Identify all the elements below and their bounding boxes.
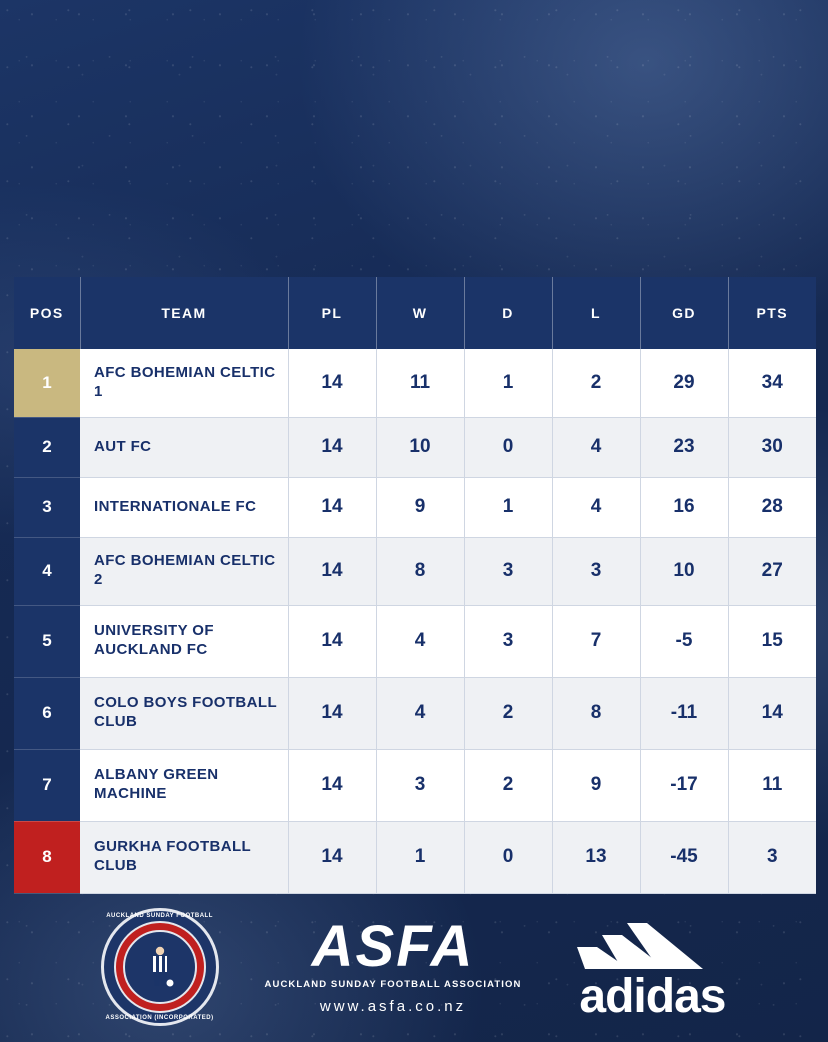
row-w: 3 bbox=[376, 749, 464, 821]
row-l: 3 bbox=[552, 537, 640, 605]
row-d: 0 bbox=[464, 417, 552, 477]
row-pl: 14 bbox=[288, 477, 376, 537]
table-header-row bbox=[14, 277, 816, 349]
row-team: COLO BOYS FOOTBALL CLUB bbox=[80, 677, 288, 749]
adidas-wordmark: adidas bbox=[579, 970, 726, 1023]
row-gd: 16 bbox=[640, 477, 728, 537]
asfa-subtitle: AUCKLAND SUNDAY FOOTBALL ASSOCIATION bbox=[264, 979, 522, 991]
row-w: 10 bbox=[376, 417, 464, 477]
row-l: 9 bbox=[552, 749, 640, 821]
standings-table bbox=[14, 277, 816, 894]
row-pl: 14 bbox=[288, 417, 376, 477]
table-header bbox=[14, 277, 816, 349]
row-pl: 14 bbox=[288, 537, 376, 605]
asfa-logo bbox=[264, 913, 522, 1016]
table-row bbox=[14, 537, 816, 605]
row-w: 9 bbox=[376, 477, 464, 537]
column-header-pts: PTS bbox=[728, 277, 816, 349]
row-w: 8 bbox=[376, 537, 464, 605]
column-header-team: TEAM bbox=[80, 277, 288, 349]
row-pts: 34 bbox=[728, 349, 816, 417]
table-row bbox=[14, 605, 816, 677]
table-row bbox=[14, 749, 816, 821]
row-pts: 27 bbox=[728, 537, 816, 605]
row-l: 4 bbox=[552, 477, 640, 537]
column-header-pos: POS bbox=[14, 277, 80, 349]
row-pl: 14 bbox=[288, 749, 376, 821]
row-team: AUT FC bbox=[80, 417, 288, 477]
row-w: 4 bbox=[376, 677, 464, 749]
asfa-wordmark: ASFA bbox=[311, 913, 475, 979]
adidas-bars-icon bbox=[577, 913, 727, 969]
row-w: 11 bbox=[376, 349, 464, 417]
row-position: 7 bbox=[14, 749, 80, 821]
row-team: UNIVERSITY OF AUCKLAND FC bbox=[80, 605, 288, 677]
row-pts: 11 bbox=[728, 749, 816, 821]
row-d: 2 bbox=[464, 749, 552, 821]
row-team: INTERNATIONALE FC bbox=[80, 477, 288, 537]
table-row bbox=[14, 477, 816, 537]
row-w: 1 bbox=[376, 821, 464, 893]
column-header-l: L bbox=[552, 277, 640, 349]
row-pts: 15 bbox=[728, 605, 816, 677]
row-position: 6 bbox=[14, 677, 80, 749]
asfa-website[interactable]: www.asfa.co.nz bbox=[319, 998, 467, 1016]
table-row bbox=[14, 417, 816, 477]
row-gd: -45 bbox=[640, 821, 728, 893]
row-pts: 3 bbox=[728, 821, 816, 893]
row-position: 5 bbox=[14, 605, 80, 677]
crest-text bbox=[101, 908, 219, 1026]
row-l: 2 bbox=[552, 349, 640, 417]
column-header-gd: GD bbox=[640, 277, 728, 349]
row-d: 1 bbox=[464, 477, 552, 537]
row-position: 8 bbox=[14, 821, 80, 893]
row-gd: -5 bbox=[640, 605, 728, 677]
row-d: 0 bbox=[464, 821, 552, 893]
asfa-crest-icon bbox=[101, 908, 219, 1026]
row-pts: 30 bbox=[728, 417, 816, 477]
poster-footer bbox=[0, 892, 828, 1042]
row-pl: 14 bbox=[288, 821, 376, 893]
row-team: AFC BOHEMIAN CELTIC 2 bbox=[80, 537, 288, 605]
column-header-pl: PL bbox=[288, 277, 376, 349]
table-row bbox=[14, 677, 816, 749]
row-l: 13 bbox=[552, 821, 640, 893]
row-team: GURKHA FOOTBALL CLUB bbox=[80, 821, 288, 893]
row-team: AFC BOHEMIAN CELTIC 1 bbox=[80, 349, 288, 417]
row-gd: -17 bbox=[640, 749, 728, 821]
row-pts: 28 bbox=[728, 477, 816, 537]
row-pts: 14 bbox=[728, 677, 816, 749]
row-pl: 14 bbox=[288, 349, 376, 417]
row-d: 3 bbox=[464, 605, 552, 677]
row-position: 1 bbox=[14, 349, 80, 417]
row-l: 8 bbox=[552, 677, 640, 749]
adidas-logo bbox=[577, 913, 727, 1021]
row-position: 3 bbox=[14, 477, 80, 537]
row-gd: 23 bbox=[640, 417, 728, 477]
standings-table-wrapper bbox=[14, 277, 814, 894]
row-position: 4 bbox=[14, 537, 80, 605]
table-row bbox=[14, 821, 816, 893]
column-header-w: W bbox=[376, 277, 464, 349]
crest-bottom-text: ASSOCIATION (INCORPORATED) bbox=[105, 1015, 214, 1021]
column-header-d: D bbox=[464, 277, 552, 349]
row-d: 2 bbox=[464, 677, 552, 749]
row-position: 2 bbox=[14, 417, 80, 477]
crest-top-text: AUCKLAND SUNDAY FOOTBALL bbox=[106, 913, 213, 919]
row-team: ALBANY GREEN MACHINE bbox=[80, 749, 288, 821]
table-body bbox=[14, 349, 816, 893]
table-row bbox=[14, 349, 816, 417]
row-pl: 14 bbox=[288, 605, 376, 677]
row-pl: 14 bbox=[288, 677, 376, 749]
row-d: 1 bbox=[464, 349, 552, 417]
row-l: 4 bbox=[552, 417, 640, 477]
row-w: 4 bbox=[376, 605, 464, 677]
row-gd: -11 bbox=[640, 677, 728, 749]
row-l: 7 bbox=[552, 605, 640, 677]
row-gd: 10 bbox=[640, 537, 728, 605]
row-gd: 29 bbox=[640, 349, 728, 417]
row-d: 3 bbox=[464, 537, 552, 605]
